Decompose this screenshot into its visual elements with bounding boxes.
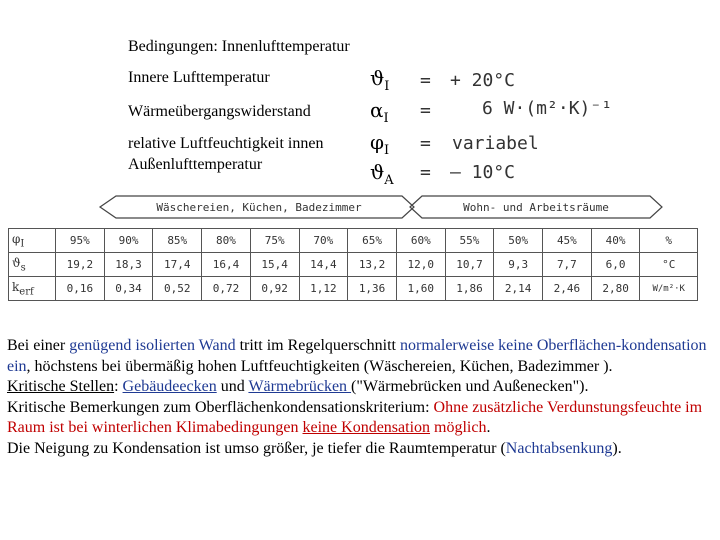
symbol-alpha-i: $\alpha_I$ xyxy=(370,98,389,126)
table-cell: 60% xyxy=(396,229,445,253)
unit-cell: °C xyxy=(640,253,698,277)
table-cell: 85% xyxy=(153,229,202,253)
table-cell: 9,3 xyxy=(494,253,543,277)
table-cell: 1,12 xyxy=(299,277,348,301)
table-cell: 0,34 xyxy=(104,277,153,301)
equals-sign: = xyxy=(420,70,431,91)
table-cell: 1,86 xyxy=(445,277,494,301)
table-cell: 80% xyxy=(202,229,251,253)
row-label-k-erf: $k_{erf}$ xyxy=(9,277,56,301)
explanation-text xyxy=(7,336,712,459)
row-label-theta-s: $ϑ_s$ xyxy=(9,253,56,277)
symbol-phi-i: $\varphi_I$ xyxy=(370,130,390,158)
table-cell: 45% xyxy=(543,229,592,253)
value-outside-temp: – 10°C xyxy=(450,162,516,183)
table-cell: 95% xyxy=(56,229,105,253)
table-cell: 17,4 xyxy=(153,253,202,277)
condition-label-humidity: relative Luftfeuchtigkeit innen xyxy=(128,135,324,152)
table-cell: 2,80 xyxy=(591,277,640,301)
table-row xyxy=(9,253,698,277)
table-cell: 10,7 xyxy=(445,253,494,277)
unit-cell: % xyxy=(640,229,698,253)
symbol-theta-a: $ϑ_A$ xyxy=(370,160,394,188)
table-cell: 75% xyxy=(250,229,299,253)
value-heat-transfer: 6 W·(m²·K)⁻¹ xyxy=(482,98,613,119)
equals-sign: = xyxy=(420,133,431,154)
value-inner-temp: + 20°C xyxy=(450,70,516,91)
condition-label-outside-temp: Außenlufttemperatur xyxy=(128,156,263,173)
table-cell: 0,52 xyxy=(153,277,202,301)
symbol-theta-i: $ϑ_I$ xyxy=(370,66,390,94)
row-label-phi: $\varphi_I$ xyxy=(9,229,56,253)
table-cell: 0,72 xyxy=(202,277,251,301)
table-row xyxy=(9,277,698,301)
table-cell: 90% xyxy=(104,229,153,253)
conditions-title: Bedingungen: Innenlufttemperatur xyxy=(128,38,350,55)
table-cell: 0,16 xyxy=(56,277,105,301)
table-cell: 40% xyxy=(591,229,640,253)
table-cell: 12,0 xyxy=(396,253,445,277)
table-cell: 16,4 xyxy=(202,253,251,277)
equals-sign: = xyxy=(420,162,431,183)
table-cell: 14,4 xyxy=(299,253,348,277)
condensation-table xyxy=(8,228,698,301)
table-cell: 70% xyxy=(299,229,348,253)
condition-label-heat-transfer: Wärmeübergangswiderstand xyxy=(128,103,311,120)
range-label-right: Wohn- und Arbeitsräume xyxy=(463,200,609,214)
table-cell: 2,46 xyxy=(543,277,592,301)
table-cell: 7,7 xyxy=(543,253,592,277)
paragraph-isolation: Bei einer genügend isolierten Wand tritt im Regelquerschnitt normalerweise keine Oberflächen-kondensation ein, höchstens bei übermäßig hohen Luftfeuchtigkeiten (Wäschereien, Küchen, Badezimmer ). xyxy=(7,337,707,375)
paragraph-critical-points: Kritische Stellen: Gebäudeecken und Wärmebrücken ("Wärmebrücken und Außenecken"). xyxy=(7,378,589,395)
condition-label-inner-temp: Innere Lufttemperatur xyxy=(128,69,270,86)
equals-sign: = xyxy=(420,100,431,121)
table-cell: 50% xyxy=(494,229,543,253)
table-row xyxy=(9,229,698,253)
table-cell: 13,2 xyxy=(348,253,397,277)
paragraph-tendency: Die Neigung zu Kondensation ist umso größer, je tiefer die Raumtemperatur (Nachtabsenkung). xyxy=(7,439,622,457)
table-cell: 6,0 xyxy=(591,253,640,277)
value-humidity: variabel xyxy=(452,133,539,154)
table-cell: 55% xyxy=(445,229,494,253)
table-cell: 19,2 xyxy=(56,253,105,277)
paragraph-critical-remarks: Kritische Bemerkungen zum Oberflächenkondensationskriterium: Ohne zusätzliche Verdunstungsfeuchte im Raum ist bei winterlichen Klimabedingungen keine Kondensation möglich. xyxy=(7,398,703,436)
table-cell: 2,14 xyxy=(494,277,543,301)
table-cell: 15,4 xyxy=(250,253,299,277)
table-cell: 0,92 xyxy=(250,277,299,301)
table-cell: 18,3 xyxy=(104,253,153,277)
table-cell: 1,60 xyxy=(396,277,445,301)
table-cell: 1,36 xyxy=(348,277,397,301)
range-label-left: Wäschereien, Küchen, Badezimmer xyxy=(156,200,362,214)
table-cell: 65% xyxy=(348,229,397,253)
unit-cell: W/m²·K xyxy=(640,277,698,301)
